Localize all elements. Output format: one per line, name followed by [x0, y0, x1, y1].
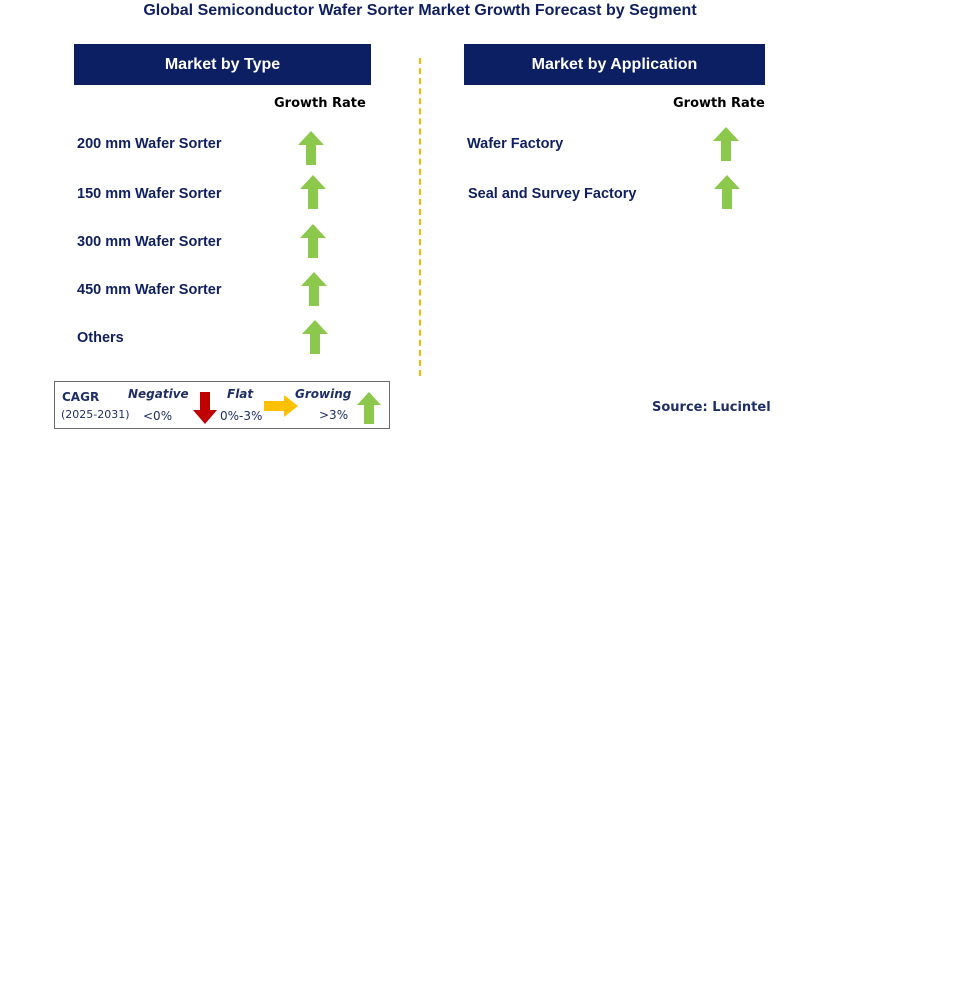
growing-arrow-icon: [301, 272, 327, 306]
legend-cagr-label: CAGR: [62, 390, 100, 404]
growing-arrow-icon: [302, 320, 328, 354]
growing-arrow-icon: [300, 224, 326, 258]
legend-period: (2025-2031): [61, 408, 130, 421]
application-item-label: Wafer Factory: [467, 136, 564, 152]
legend-negative-range: <0%: [143, 409, 173, 423]
growing-arrow-icon: [300, 175, 326, 209]
source-note: Source: Lucintel: [652, 400, 771, 415]
type-panel-header: Market by Type: [74, 44, 371, 85]
panel-divider: [419, 58, 421, 376]
type-item-label: 200 mm Wafer Sorter: [77, 136, 222, 152]
growing-arrow-icon: [714, 175, 740, 209]
type-item-label: 450 mm Wafer Sorter: [77, 282, 222, 298]
legend-growing-label: Growing: [295, 387, 352, 401]
growing-arrow-icon: [298, 131, 324, 165]
page-title: Global Semiconductor Wafer Sorter Market Growth Forecast by Segment: [143, 2, 697, 19]
legend-growing-range: >3%: [319, 408, 349, 422]
type-item-label: 300 mm Wafer Sorter: [77, 234, 222, 250]
cagr-legend: [54, 381, 390, 429]
flat-arrow-icon: [264, 395, 298, 417]
growing-arrow-icon: [713, 127, 739, 161]
type-growth-rate-label: Growth Rate: [274, 96, 366, 111]
legend-negative-label: Negative: [128, 387, 189, 401]
legend-flat-label: Flat: [227, 387, 254, 401]
application-panel-header: Market by Application: [464, 44, 765, 85]
legend-flat-range: 0%-3%: [220, 409, 263, 423]
type-item-label: Others: [77, 330, 124, 346]
type-item-label: 150 mm Wafer Sorter: [77, 186, 222, 202]
growing-arrow-icon: [357, 392, 381, 424]
application-growth-rate-label: Growth Rate: [673, 96, 765, 111]
application-item-label: Seal and Survey Factory: [468, 186, 637, 202]
negative-arrow-icon: [193, 392, 217, 424]
